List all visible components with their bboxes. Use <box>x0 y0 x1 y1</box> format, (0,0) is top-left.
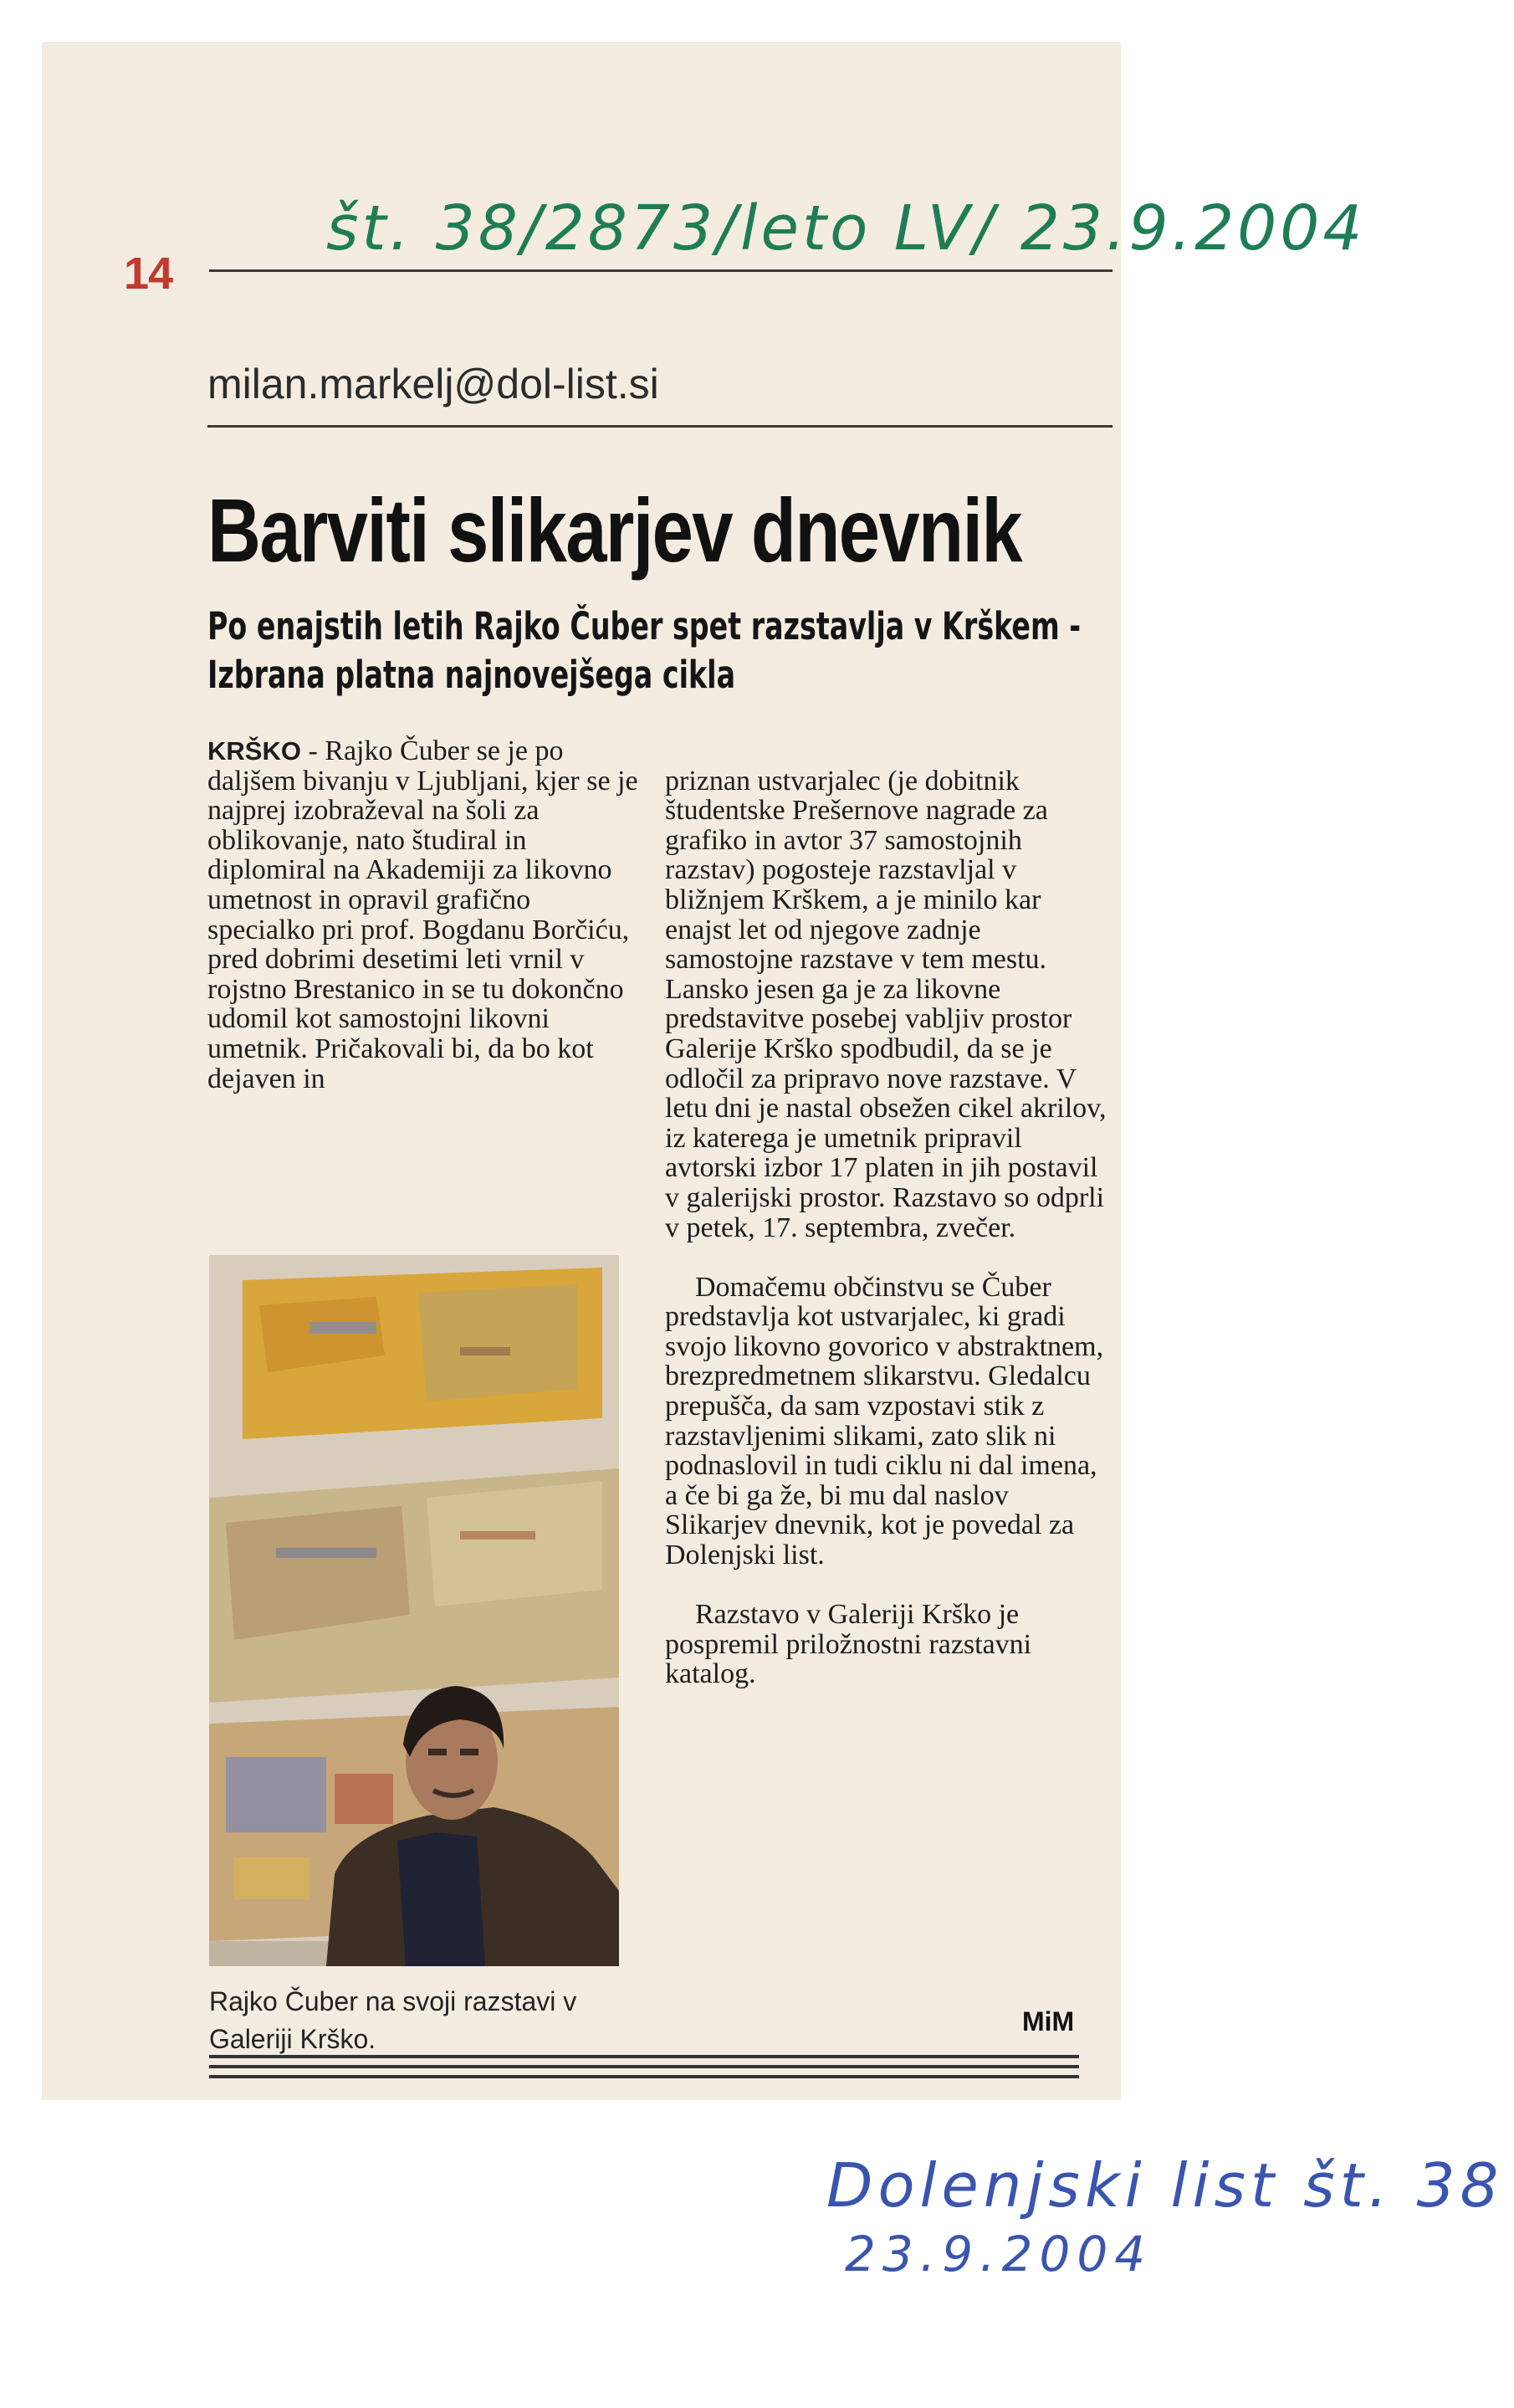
dateline: KRŠKO <box>207 736 301 766</box>
right-column-paragraph-1: priznan ustvarjalec (je dobitnik študentske Prešernove nagrade za grafiko in avtor 37 samostojnih razstav) pogosteje razstavljal v bližnjem Krškem, a je minilo kar enajst let od njegove zadnje samostojne razstave v tem mestu. Lansko jesen ga je za likovne predstavitve posebej vabljiv prostor Galerije Krško spodbudil, da se je odločil za pripravo nove razstave. V letu dni je nastal obsežen cikel akrilov, iz katerega je umetnik pripravil avtorski izbor 17 platen in jih postavil v galerijski prostor. Razstavo so odprli v petek, 17. septembra, zvečer. <box>665 765 1107 1243</box>
email-rule <box>207 425 1112 428</box>
article-left-column <box>207 736 642 1094</box>
bottom-rule-3 <box>209 2075 1079 2078</box>
handwritten-header-note: št. 38/2873/leto LV/ 23.9.2004 <box>326 192 1366 264</box>
author-email: milan.markelj@dol-list.si <box>207 361 659 407</box>
subheadline: Po enajstih letih Rajko Čuber spet razstavlja v Krškem - Izbrana platna najnovejšega cikla <box>207 604 1082 697</box>
article-right-column <box>665 736 1108 1719</box>
bottom-rule-1 <box>209 2055 1079 2058</box>
handwritten-date-note: 23.9.2004 <box>845 2226 1153 2282</box>
right-column-paragraph-2: Domačemu občinstvu se Čuber predstavlja kot ustvarjalec, ki gradi svojo likovno govorico v abstraktnem, brezpredmetnem slikarstvu. Gledalcu prepušča, da sam vzpostavi stik z razstavljenimi slikami, zato slik ni podnaslovil in tudi ciklu ni dal imena, a če bi ga že, bi mu dal naslov Slikarjev dnevnik, kot je povedal za Dolenjski list. <box>665 1271 1104 1571</box>
left-column-text: - Rajko Čuber se je po daljšem bivanju v Ljubljani, kjer se je najprej izobraževal na šoli za oblikovanje, nato študiral in diplomiral na Akademiji za likovno umetnost in opravil grafično specialko pri prof. Bogdanu Borčiću, pred dobrimi desetimi leti vrnil v rojstno Brestanico in se tu dokončno udomil kot samostojni likovni umetnik. Pričakovali bi, da bo kot dejaven in <box>207 735 638 1094</box>
photo-illustration <box>209 1255 619 1966</box>
author-signoff: MiM <box>1022 2006 1075 2037</box>
bottom-rule-2 <box>209 2065 1079 2068</box>
handwritten-source-note: Dolenjski list št. 38 <box>826 2150 1504 2221</box>
article-photo <box>209 1255 619 1966</box>
header-rule <box>209 269 1112 272</box>
right-column-paragraph-3: Razstavo v Galeriji Krško je pospremil priložnostni razstavni katalog. <box>665 1599 1032 1690</box>
photo-caption: Rajko Čuber na svoji razstavi v Galeriji Krško. <box>209 1986 577 2054</box>
page-number: 14 <box>124 248 173 299</box>
headline: Barviti slikarjev dnevnik <box>207 479 1022 581</box>
